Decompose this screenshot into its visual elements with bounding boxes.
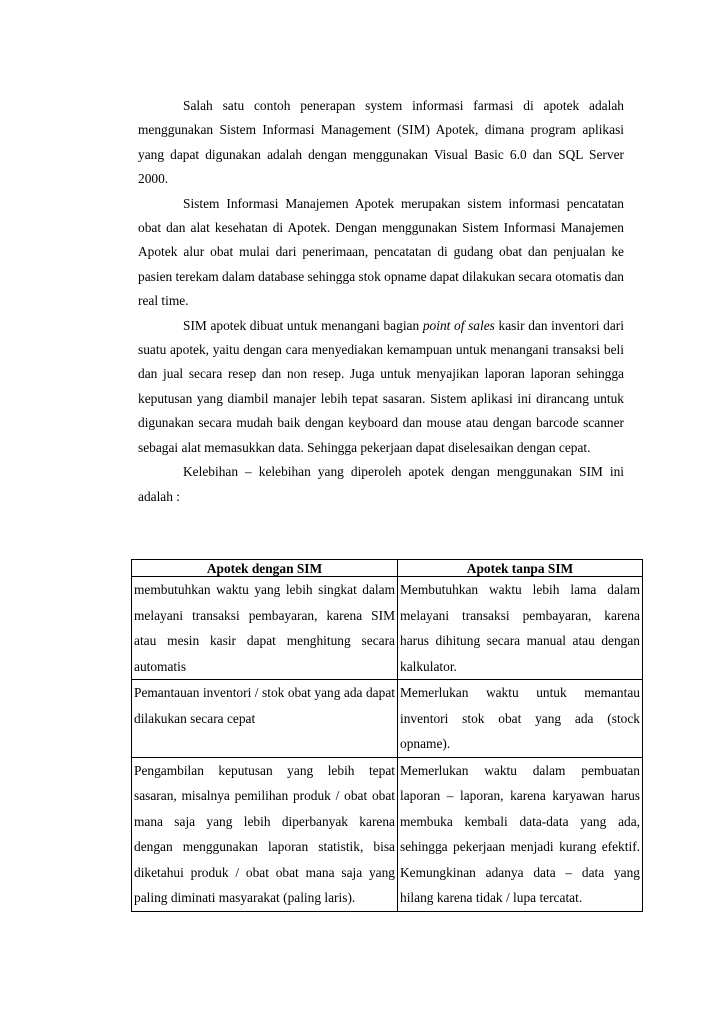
paragraph-text: kasir dan inventori dari suatu apotek, yaitu dengan cara menyediakan kemampuan untuk menangani transaksi beli dan jual secara resep dan non resep. Juga untuk menyajikan laporan laporan sehingga keputusan yang diambil manajer lebih tepat sasaran. Sistem aplikasi ini dirancang untuk digunakan secara mudah baik dengan keyboard dan mouse atau dengan barcode scanner sebagai alat memasukkan data. Sehingga pekerjaan dapat diselesaikan dengan cepat. <box>138 317 624 455</box>
paragraph-italic-term: point of sales <box>422 317 495 333</box>
header-without-sim: Apotek tanpa SIM <box>398 560 643 577</box>
table-cell-with-sim: Pemantauan inventori / stok obat yang ada dapat dilakukan secara cepat <box>132 680 398 758</box>
table-row <box>132 680 643 758</box>
paragraph-text: Salah satu contoh penerapan system informasi farmasi di apotek adalah menggunakan Sistem Informasi Management (SIM) Apotek, dimana program aplikasi yang dapat digunakan adalah dengan menggunakan Visual Basic 6.0 dan SQL Server 2000. <box>138 98 624 187</box>
paragraph-sim-example <box>138 94 624 192</box>
table-cell-without-sim: Membutuhkan waktu lebih lama dalam melayani transaksi pembayaran, karena harus dihitung secara manual atau dengan kalkulator. <box>398 577 643 680</box>
comparison-table <box>131 559 643 912</box>
paragraph-sim-purpose <box>138 314 624 460</box>
header-with-sim: Apotek dengan SIM <box>132 560 398 577</box>
table-cell-with-sim: Pengambilan keputusan yang lebih tepat sasaran, misalnya pemilihan produk / obat obat mana saja yang lebih diperbanyak karena dengan menggunakan laporan statistik, bisa diketahui produk / obat obat mana saja yang paling diminati masyarakat (paling laris). <box>132 757 398 911</box>
table-row <box>132 577 643 680</box>
table-cell-without-sim: Memerlukan waktu untuk memantau inventori stok obat yang ada (stock opname). <box>398 680 643 758</box>
paragraph-text: SIM apotek dibuat untuk menangani bagian <box>183 317 423 333</box>
table-cell-without-sim: Memerlukan waktu dalam pembuatan laporan – laporan, karena karyawan harus membuka kembali data-data yang ada, sehingga pekerjaan menjadi kurang efektif. Kemungkinan adanya data – data yang hilang karena tidak / lupa tercatat. <box>398 757 643 911</box>
table-cell-with-sim: membutuhkan waktu yang lebih singkat dalam melayani transaksi pembayaran, karena SIM atau mesin kasir dapat menghitung secara automatis <box>132 577 398 680</box>
paragraph-text: Kelebihan – kelebihan yang diperoleh apotek dengan menggunakan SIM ini adalah : <box>138 464 624 504</box>
table-header-row <box>132 560 643 577</box>
paragraph-advantages-intro <box>138 460 624 509</box>
paragraph-sim-definition <box>138 192 624 314</box>
paragraph-text: Sistem Informasi Manajemen Apotek merupakan sistem informasi pencatatan obat dan alat kesehatan di Apotek. Dengan menggunakan Sistem Informasi Manajemen Apotek alur obat mulai dari penerimaan, pencatatan di gudang obat dan penjualan ke pasien terekam dalam database sehingga stok opname dapat dilakukan secara otomatis dan real time. <box>138 195 624 309</box>
document-body <box>138 94 624 509</box>
table-row <box>132 757 643 911</box>
